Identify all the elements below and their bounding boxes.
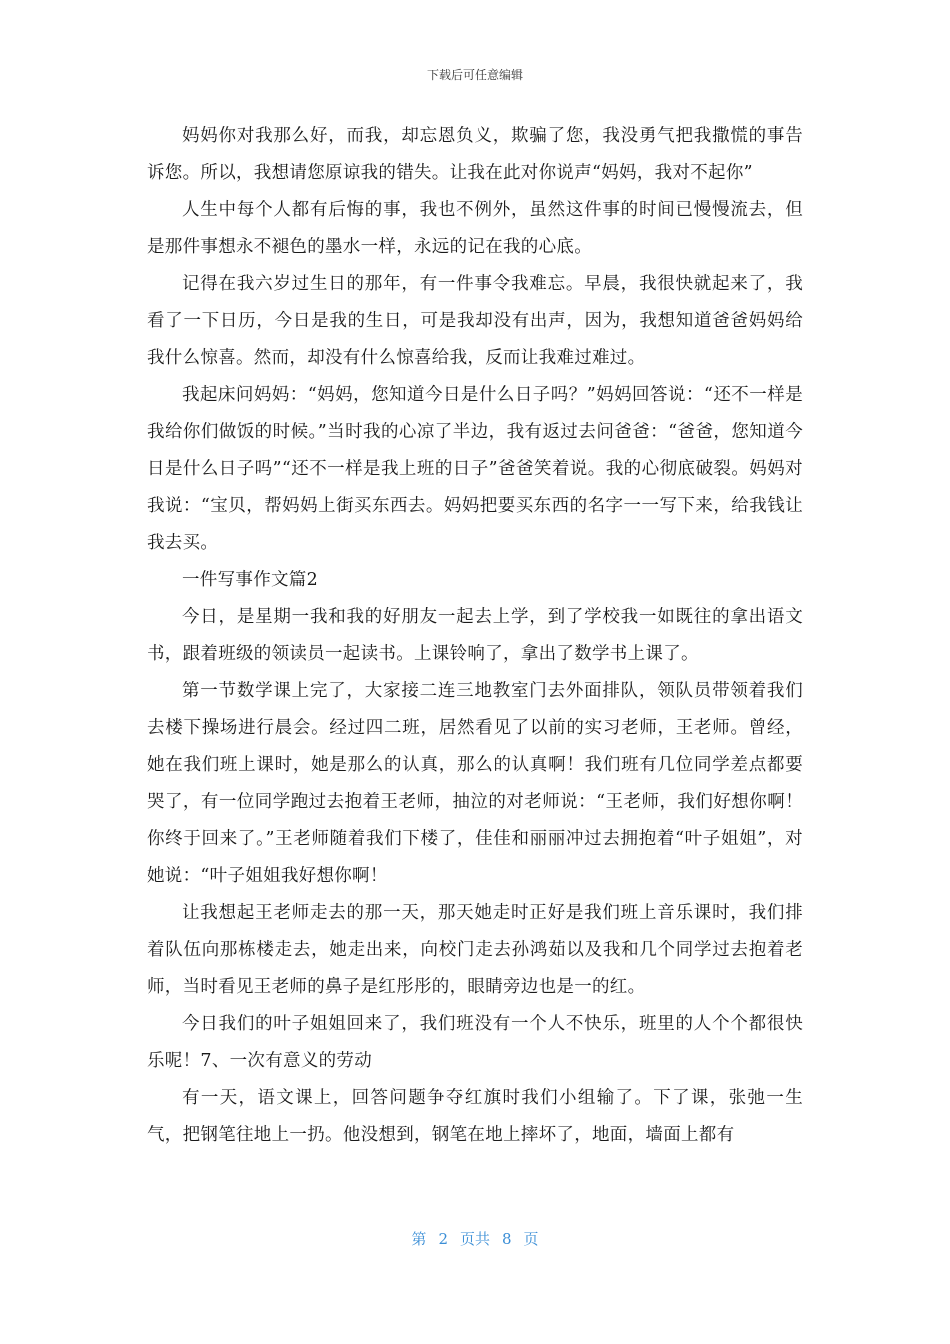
paragraph: 第一节数学课上完了，大家接二连三地教室门去外面排队，领队员带领着我们去楼下操场进行晨会。经过四二班，居然看见了以前的实习老师，王老师。曾经，她在我们班上课时，她是那么的认真，那么的认真啊！我们班有几位同学差点都要哭了，有一位同学跑过去抱着王老师，抽泣的对老师说：“王老师，我们好想你啊！你终于回来了。”王老师随着我们下楼了，佳佳和丽丽冲过去拥抱着“叶子姐姐”，对她说：“叶子姐姐我好想你啊！ — [147, 681, 803, 886]
paragraph: 妈妈你对我那么好，而我，却忘恩负义，欺骗了您，我没勇气把我撒慌的事告诉您。所以，我想请您原谅我的错失。让我在此对你说声“妈妈，我对不起你” — [147, 126, 803, 183]
paragraph: 人生中每个人都有后悔的事，我也不例外，虽然这件事的时间已慢慢流去，但是那件事想永不褪色的墨水一样，永远的记在我的心底。 — [147, 200, 803, 257]
page-header: 下载后可任意编辑 — [426, 68, 523, 82]
page-prefix: 第 — [411, 1230, 427, 1248]
page-suffix: 页 — [523, 1230, 539, 1248]
paragraph: 今日，是星期一我和我的好朋友一起去上学，到了学校我一如既往的拿出语文书，跟着班级的领读员一起读书。上课铃响了，拿出了数学书上课了。 — [147, 607, 803, 664]
section-heading: 一件写事作文篇2 — [182, 570, 319, 590]
paragraph: 有一天，语文课上，回答问题争夺红旗时我们小组输了。下了课，张弛一生气，把钢笔往地上一扔。他没想到，钢笔在地上摔坏了，地面，墙面上都有 — [147, 1088, 803, 1145]
paragraph: 今日我们的叶子姐姐回来了，我们班没有一个人不快乐，班里的人个个都很快乐呢！7、一次有意义的劳动 — [147, 1014, 803, 1071]
page-number: 2 — [438, 1230, 448, 1248]
paragraph: 记得在我六岁过生日的那年，有一件事令我难忘。早晨，我很快就起来了，我看了一下日历，今日是我的生日，可是我却没有出声，因为，我想知道爸爸妈妈给我什么惊喜。然而，却没有什么惊喜给我，反而让我难过难过。 — [147, 274, 803, 368]
total-pages: 8 — [502, 1230, 512, 1248]
paragraph: 我起床问妈妈：“妈妈，您知道今日是什么日子吗？”妈妈回答说：“还不一样是我给你们做饭的时候。”当时我的心凉了半边，我有返过去问爸爸：“爸爸，您知道今日是什么日子吗”“还不一样是我上班的日子”爸爸笑着说。我的心彻底破裂。妈妈对我说：“宝贝，帮妈妈上街买东西去。妈妈把要买东西的名字一一写下来，给我钱让我去买。 — [147, 385, 803, 553]
total-prefix: 页共 — [459, 1230, 490, 1248]
document-body — [147, 118, 803, 1154]
page-footer — [0, 1228, 950, 1249]
paragraph: 让我想起王老师走去的那一天，那天她走时正好是我们班上音乐课时，我们排着队伍向那栋楼走去，她走出来，向校门走去孙鸿茹以及我和几个同学过去抱着老师，当时看见王老师的鼻子是红彤彤的，眼睛旁边也是一的红。 — [147, 903, 803, 997]
